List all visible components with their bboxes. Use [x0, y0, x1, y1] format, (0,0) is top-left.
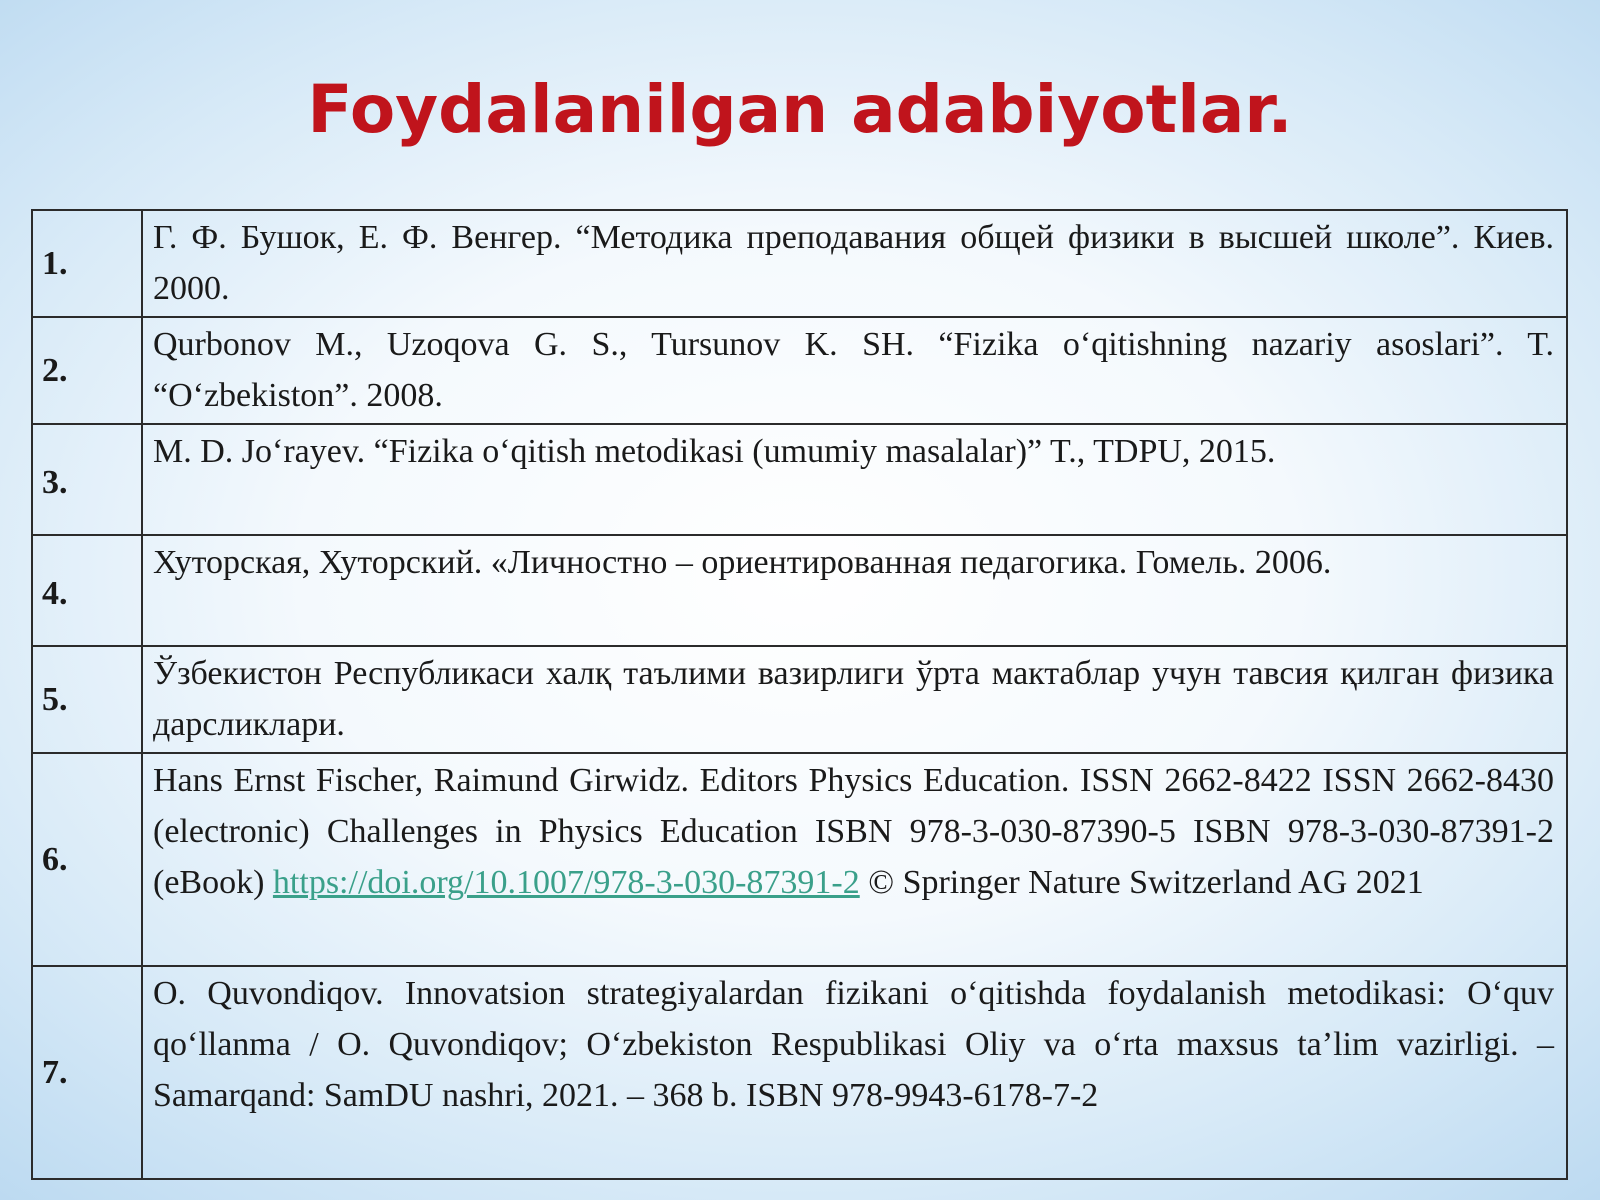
reference-number: 2.: [32, 317, 142, 424]
table-row: [32, 535, 1567, 646]
reference-text: M. D. Jo‘rayev. “Fizika o‘qitish metodikasi (umumiy masalalar)” T., TDPU, 2015.: [142, 424, 1567, 535]
reference-number: 6.: [32, 753, 142, 966]
reference-text: Qurbonov M., Uzoqova G. S., Tursunov K. SH. “Fizika o‘qitishning nazariy asoslari”. T. “O‘zbekiston”. 2008.: [142, 317, 1567, 424]
reference-text: Ўзбекистон Республикаси халқ таълими вазирлиги ўрта мактаблар учун тавсия қилган физика дарсликлари.: [142, 646, 1567, 753]
table-row: [32, 424, 1567, 535]
reference-text: Хуторская, Хуторский. «Личностно – ориентированная педагогика. Гомель. 2006.: [142, 535, 1567, 646]
reference-text-part: © Springer Nature Switzerland AG 2021: [859, 864, 1424, 901]
reference-number: 7.: [32, 966, 142, 1179]
reference-number: 1.: [32, 210, 142, 317]
table-row: [32, 646, 1567, 753]
references-table: [31, 209, 1568, 1180]
reference-text: Г. Ф. Бушок, Е. Ф. Венгер. “Методика преподавания общей физики в высшей школе”. Киев. 2000.: [142, 210, 1567, 317]
table-row: [32, 317, 1567, 424]
table-row: [32, 753, 1567, 966]
slide-title: Foydalanilgan adabiyotlar.: [307, 71, 1293, 148]
reference-number: 5.: [32, 646, 142, 753]
table-row: [32, 966, 1567, 1179]
reference-text-part: Hans Ernst Fischer, Raimund Girwidz. Editors Physics Education. ISSN 2662-8422 ISSN 2662-8430 (electronic) Challenges in Physics Education ISBN 978-3-030-87390-5 ISBN 978-3-030-87391-2 (eBook): [153, 762, 1554, 901]
reference-number: 4.: [32, 535, 142, 646]
reference-number: 3.: [32, 424, 142, 535]
doi-link[interactable]: https://doi.org/10.1007/978-3-030-87391-2: [272, 864, 860, 901]
reference-text: O. Quvondiqov. Innovatsion strategiyalardan fizikani o‘qitishda foydalanish metodikasi: O‘quv qo‘llanma / O. Quvondiqov; O‘zbekiston Respublikasi Oliy va o‘rta maxsus ta’lim vazirligi. – Samarqand: SamDU nashri, 2021. – 368 b. ISBN 978-9943-6178-7-2: [142, 966, 1567, 1179]
reference-text: [142, 753, 1567, 966]
table-row: [32, 210, 1567, 317]
